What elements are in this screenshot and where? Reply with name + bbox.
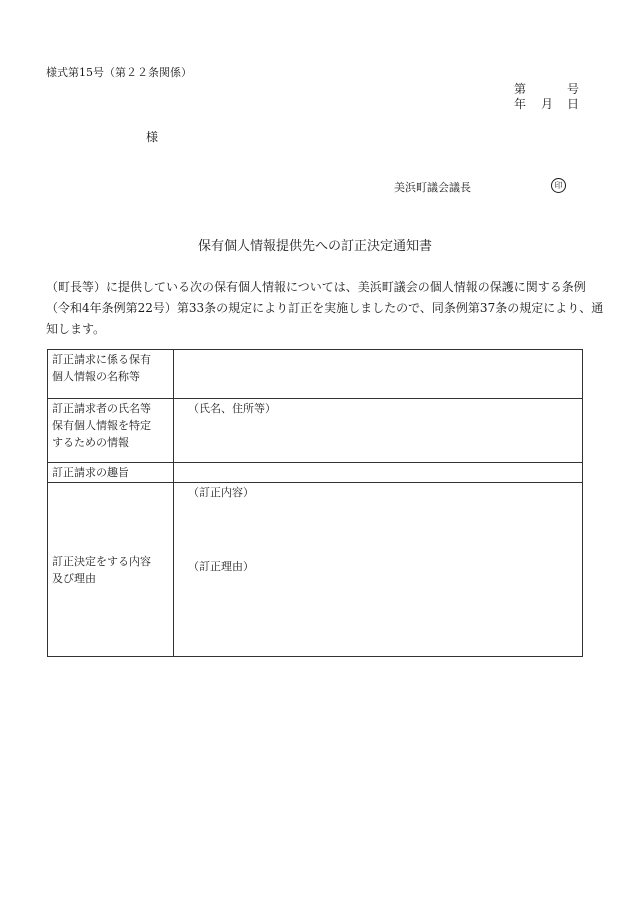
row-value-hint: （氏名、住所等） bbox=[188, 402, 276, 415]
table-row bbox=[48, 463, 583, 483]
row-value-field[interactable] bbox=[174, 350, 583, 399]
body-line: 知します。 bbox=[46, 322, 106, 336]
info-table bbox=[47, 349, 583, 657]
doc-number-prefix: 第 bbox=[514, 82, 527, 96]
seal-mark: 印 bbox=[551, 178, 566, 193]
form-number: 様式第15号（第２２条関係） bbox=[46, 66, 192, 79]
table-row bbox=[48, 350, 583, 399]
date-year: 年 bbox=[514, 97, 527, 111]
table-row bbox=[48, 399, 583, 463]
doc-number-suffix: 号 bbox=[567, 82, 580, 96]
body-paragraph bbox=[46, 277, 604, 340]
date-month: 月 bbox=[541, 97, 554, 111]
correction-reason-hint: （訂正理由） bbox=[188, 560, 254, 573]
row-value-field[interactable] bbox=[174, 399, 583, 463]
row-label: 訂正請求者の氏名等保有個人情報を特定するための情報 bbox=[48, 399, 174, 463]
date-day: 日 bbox=[567, 97, 580, 111]
row-value-field[interactable] bbox=[174, 483, 583, 657]
body-line: （町長等）に提供している次の保有個人情報については、美浜町議会の個人情報の保護に関する条例 bbox=[46, 280, 586, 294]
row-label: 訂正請求の趣旨 bbox=[48, 463, 174, 483]
document-title: 保有個人情報提供先への訂正決定通知書 bbox=[197, 239, 432, 254]
sender-title: 美浜町議会議長 bbox=[394, 181, 471, 194]
row-label: 訂正決定をする内容及び理由 bbox=[48, 483, 174, 657]
row-label: 訂正請求に係る保有個人情報の名称等 bbox=[48, 350, 174, 399]
row-value-field[interactable] bbox=[174, 463, 583, 483]
addressee-honorific: 様 bbox=[146, 130, 159, 144]
body-line: （令和4年条例第22号）第33条の規定により訂正を実施しましたので、同条例第37条の規定により、通 bbox=[46, 301, 604, 315]
table-row bbox=[48, 483, 583, 657]
correction-content-hint: （訂正内容） bbox=[188, 486, 254, 499]
